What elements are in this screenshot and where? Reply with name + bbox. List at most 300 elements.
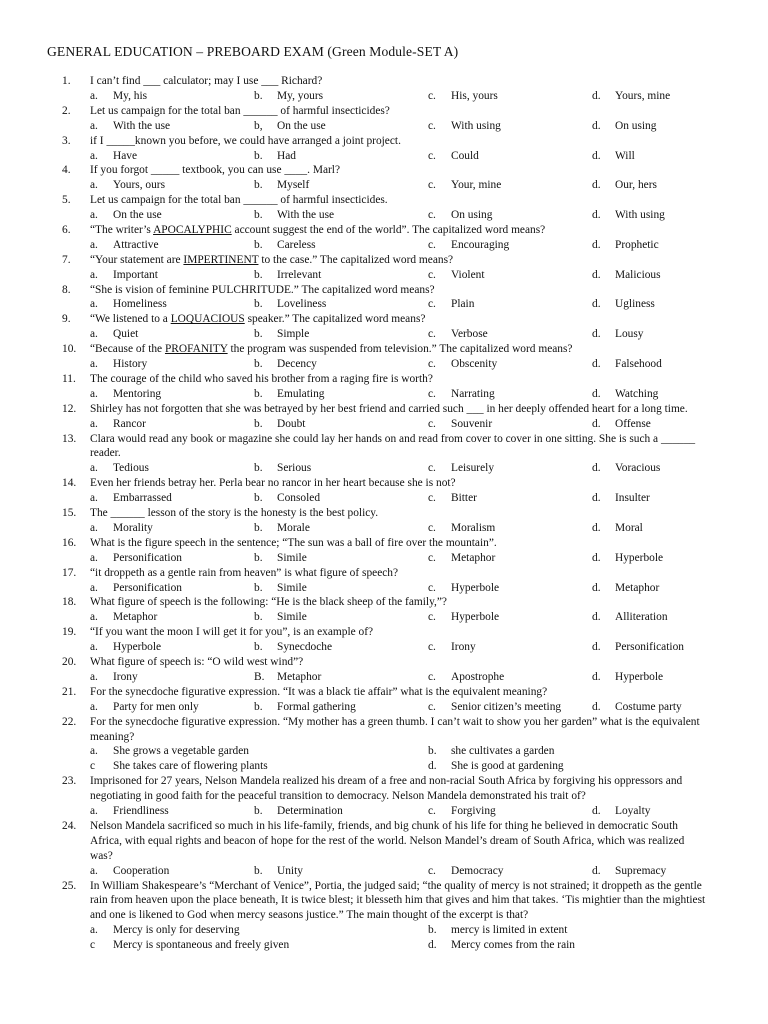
question-number: 8. [62,283,71,296]
option-letter: b. [254,89,263,102]
answer-option[interactable] [254,640,332,655]
text-segment: “it droppeth as a gentle rain from heaven” is what figure of speech? [90,566,399,579]
option-letter: c. [428,417,436,430]
question-text [90,879,706,924]
answer-option[interactable] [428,551,495,566]
question-text [90,819,706,864]
option-letter: B. [254,670,265,683]
answer-option[interactable] [90,581,182,596]
option-text: With using [451,119,501,132]
option-text: Falsehood [615,358,662,371]
options-row [0,521,768,536]
answer-option[interactable] [592,208,665,223]
option-letter: d. [428,760,437,773]
option-letter: a. [90,462,98,475]
question-item [0,283,768,313]
answer-option[interactable] [254,297,326,312]
text-segment: to the case.” The capitalized word means? [258,253,454,266]
option-text: Morality [113,521,153,534]
question-text [90,134,706,149]
question-text [90,253,706,268]
question-stem [0,283,706,298]
options-row [0,268,768,283]
options-row [0,238,768,253]
question-stem [0,685,706,700]
option-text: Offense [615,417,651,430]
question-stem [0,342,706,357]
text-segment: For the synecdoche figurative expression. “It was a black tie affair” what is the equivalent meaning? [90,685,548,698]
option-text: She takes care of flowering plants [113,760,268,773]
answer-option[interactable] [90,551,182,566]
underlined-keyword: LOQUACIOUS [170,313,245,326]
question-item [0,134,768,164]
option-letter: a. [90,89,98,102]
question-number: 21. [62,685,77,698]
answer-option[interactable] [428,268,484,283]
option-letter: d. [592,611,601,624]
option-text: mercy is limited in extent [451,924,568,937]
option-text: she cultivates a garden [451,745,555,758]
answer-option[interactable] [90,327,138,342]
question-number: 24. [62,819,77,832]
answer-option[interactable] [428,491,477,506]
answer-option[interactable] [90,804,169,819]
text-segment: Let us campaign for the total ban ______ of harmful insecticides? [90,104,390,117]
option-text: Bitter [451,492,477,505]
question-item [0,163,768,193]
text-segment: speaker.” The capitalized word means? [244,313,426,326]
option-letter: c. [428,89,436,102]
answer-option[interactable] [428,640,476,655]
question-number: 4. [62,164,71,177]
question-stem [0,312,706,327]
option-letter: b, [254,119,263,132]
question-number: 6. [62,223,71,236]
option-text: On using [451,209,493,222]
answer-option[interactable] [592,551,663,566]
option-letter: b. [254,551,263,564]
option-letter: b. [254,358,263,371]
option-text: Encouraging [451,238,510,251]
answer-option[interactable] [254,804,343,819]
text-segment: The courage of the child who saved his brother from a raging fire is worth? [90,372,433,385]
option-text: On using [615,119,657,132]
options-row [0,864,768,879]
option-text: Simile [277,551,307,564]
answer-option[interactable] [592,461,660,476]
answer-option[interactable] [428,759,564,774]
answer-option[interactable] [90,297,167,312]
option-text: Hyperbole [113,641,162,654]
answer-option[interactable] [592,804,650,819]
option-letter: c. [428,670,436,683]
option-text: Moral [615,521,643,534]
option-text: Insulter [615,492,650,505]
option-text: Personification [113,581,182,594]
options-row [0,759,768,774]
answer-option[interactable] [254,521,310,536]
question-stem [0,74,706,89]
answer-option[interactable] [428,327,488,342]
answer-option[interactable] [592,670,663,685]
option-letter: b. [254,492,263,505]
answer-option[interactable] [90,149,137,164]
question-text [90,476,706,491]
option-letter: c. [428,611,436,624]
option-letter: c. [428,492,436,505]
text-segment: Nelson Mandela sacrificed so much in his life-family, friends, and big chunk of his life for thing he believed in democratic South Africa, with equal rights and beacon of hope for the rest of the world. Nelson Mandel’s dream of South Africa, which was realized was? [90,819,685,862]
answer-option[interactable] [254,178,309,193]
option-letter: b. [254,417,263,430]
option-text: Hyperbole [615,670,664,683]
answer-option[interactable] [428,700,561,715]
answer-option[interactable] [592,89,670,104]
option-text: She is good at gardening [451,760,564,773]
question-stem [0,163,706,178]
question-number: 12. [62,402,77,415]
text-segment: Let us campaign for the total ban ______ of harmful insecticides. [90,194,388,207]
answer-option[interactable] [90,268,158,283]
answer-option[interactable] [254,417,305,432]
answer-option[interactable] [592,417,651,432]
answer-option[interactable] [254,551,307,566]
answer-option[interactable] [428,521,495,536]
answer-option[interactable] [592,357,662,372]
option-letter: b. [254,700,263,713]
option-letter: d. [592,805,601,818]
option-text: Yours, ours [113,179,166,192]
options-row [0,89,768,104]
option-text: Prophetic [615,238,659,251]
option-letter: a. [90,924,98,937]
question-text [90,223,706,238]
answer-option[interactable] [428,357,497,372]
option-letter: d. [592,328,601,341]
answer-option[interactable] [428,89,498,104]
option-text: Metaphor [615,581,660,594]
question-text [90,566,706,581]
option-letter: a. [90,119,98,132]
option-letter: b. [254,581,263,594]
answer-option[interactable] [90,640,161,655]
text-segment: Shirley has not forgotten that she was betrayed by her best friend and carried such ___ in her deeply offended heart for a long time. [90,402,688,415]
answer-option[interactable] [254,670,321,685]
question-text [90,685,706,700]
answer-option[interactable] [254,119,326,134]
option-text: Cooperation [113,864,170,877]
option-text: Important [113,268,158,281]
option-text: With the use [113,119,171,132]
answer-option[interactable] [90,700,199,715]
question-stem [0,625,706,640]
question-text [90,372,706,387]
question-number: 1. [62,75,71,87]
question-item [0,536,768,566]
option-letter: c. [428,864,436,877]
question-number: 25. [62,879,77,892]
answer-option[interactable] [90,357,147,372]
answer-option[interactable] [428,417,492,432]
option-letter: c. [428,328,436,341]
option-letter: a. [90,611,98,624]
option-letter: c. [428,119,436,132]
option-text: Ugliness [615,298,655,311]
answer-option[interactable] [90,417,146,432]
option-text: Moralism [451,521,496,534]
option-text: His, yours [451,89,498,102]
option-letter: d. [592,209,601,222]
options-row [0,923,768,938]
option-text: Loveliness [277,298,327,311]
answer-option[interactable] [254,461,311,476]
answer-option[interactable] [254,208,334,223]
option-letter: d. [592,238,601,251]
option-text: My, his [113,89,148,102]
option-letter: a. [90,298,98,311]
answer-option[interactable] [592,491,650,506]
option-text: Attractive [113,238,159,251]
option-text: Obscenity [451,358,498,371]
answer-option[interactable] [90,864,169,879]
option-letter: a. [90,581,98,594]
question-stem [0,253,706,268]
question-number: 19. [62,626,77,639]
option-letter: c [90,939,96,952]
question-number: 20. [62,656,77,669]
answer-option[interactable] [592,149,635,164]
answer-option[interactable] [90,208,162,223]
option-letter: c. [428,149,436,162]
question-stem [0,193,706,208]
option-text: Your, mine [451,179,502,192]
option-letter: d. [592,521,601,534]
answer-option[interactable] [90,759,268,774]
option-text: Careless [277,238,316,251]
option-letter: b. [428,745,437,758]
question-item [0,625,768,655]
answer-option[interactable] [428,178,501,193]
answer-option[interactable] [592,521,643,536]
option-letter: a. [90,358,98,371]
options-row [0,670,768,685]
option-text: Malicious [615,268,661,281]
option-text: Mercy comes from the rain [451,939,575,952]
question-text [90,536,706,551]
text-segment: account suggest the end of the world”. The capitalized word means? [231,223,546,236]
answer-option[interactable] [428,938,575,953]
option-text: Narrating [451,387,495,400]
answer-option[interactable] [254,387,324,402]
question-text [90,283,706,298]
question-number: 23. [62,775,77,788]
answer-option[interactable] [90,610,157,625]
answer-option[interactable] [428,297,474,312]
option-letter: a. [90,492,98,505]
option-text: Morale [277,521,310,534]
option-letter: a. [90,551,98,564]
options-row [0,581,768,596]
answer-option[interactable] [428,864,504,879]
answer-option[interactable] [592,178,657,193]
option-letter: b. [254,864,263,877]
option-text: Forgiving [451,805,496,818]
text-segment: “Because of the [90,343,165,356]
answer-option[interactable] [254,357,317,372]
answer-option[interactable] [90,461,149,476]
answer-option[interactable] [254,89,323,104]
answer-option[interactable] [428,610,499,625]
answer-option[interactable] [254,149,296,164]
question-item [0,223,768,253]
option-text: History [113,358,148,371]
question-stem [0,819,706,864]
option-text: Rancor [113,417,146,430]
option-letter: c. [428,387,436,400]
question-item [0,715,768,775]
answer-option[interactable] [592,864,666,879]
option-text: Determination [277,805,343,818]
option-text: She grows a vegetable garden [113,745,250,758]
question-number: 13. [62,432,77,445]
answer-option[interactable] [592,387,658,402]
answer-option[interactable] [428,238,509,253]
option-letter: a. [90,179,98,192]
answer-option[interactable] [90,521,153,536]
answer-option[interactable] [428,923,567,938]
text-segment: “She is vision of feminine PULCHRITUDE.” The capitalized word means? [90,283,435,296]
answer-option[interactable] [90,923,240,938]
answer-option[interactable] [90,178,165,193]
question-item [0,312,768,342]
answer-option[interactable] [254,610,307,625]
option-text: Friendliness [113,805,169,818]
question-text [90,342,706,357]
answer-option[interactable] [428,804,496,819]
answer-option[interactable] [428,208,492,223]
answer-option[interactable] [90,119,170,134]
text-segment: For the synecdoche figurative expression. “My mother has a green thumb. I can’t wait to show you her garden” what is the equivalent meaning? [90,715,700,743]
option-text: Lousy [615,328,644,341]
options-row [0,297,768,312]
question-item [0,819,768,879]
question-stem [0,536,706,551]
answer-option[interactable] [428,149,479,164]
option-text: Homeliness [113,298,167,311]
text-segment: Imprisoned for 27 years, Nelson Mandela realized his dream of a free and non-racial South Africa by forgiving his oppressors and negotiating in good faith for the peaceful transition to democracy. Nelson Mandela demonstrated his trait of? [90,775,683,803]
question-item [0,774,768,819]
option-letter: b. [254,641,263,654]
option-letter: b. [254,149,263,162]
answer-option[interactable] [428,670,504,685]
answer-option[interactable] [90,89,147,104]
option-letter: d. [592,358,601,371]
answer-option[interactable] [254,700,356,715]
question-text [90,595,706,610]
answer-option[interactable] [90,387,161,402]
question-number: 5. [62,194,71,207]
question-item [0,193,768,223]
option-letter: d. [592,89,601,102]
answer-option[interactable] [592,327,643,342]
text-segment: What is the figure speech in the sentence; “The sun was a ball of fire over the mountain”. [90,536,497,549]
answer-option[interactable] [592,640,684,655]
question-number: 2. [62,104,71,117]
text-segment: “If you want the moon I will get it for you”, is an example of? [90,626,374,639]
answer-option[interactable] [90,938,289,953]
answer-option[interactable] [428,744,554,759]
answer-option[interactable] [90,491,172,506]
options-row [0,461,768,476]
answer-option[interactable] [254,491,320,506]
answer-option[interactable] [254,327,309,342]
option-letter: b. [254,611,263,624]
text-segment: if I _____known you before, we could have arranged a joint project. [90,134,401,147]
option-text: Supremacy [615,864,667,877]
option-letter: c. [428,641,436,654]
options-row [0,610,768,625]
option-letter: d. [592,551,601,564]
options-row [0,149,768,164]
answer-option[interactable] [90,670,138,685]
option-text: Leisurely [451,462,495,475]
answer-option[interactable] [428,119,501,134]
question-number: 3. [62,134,71,147]
answer-option[interactable] [592,297,655,312]
option-text: Synecdoche [277,641,333,654]
question-number: 14. [62,477,77,490]
underlined-keyword: PROFANITY [164,343,228,356]
answer-option[interactable] [592,581,659,596]
options-row [0,178,768,193]
option-letter: b. [254,805,263,818]
option-letter: d. [592,149,601,162]
answer-option[interactable] [592,610,668,625]
option-text: Personification [113,551,182,564]
option-text: Simile [277,611,307,624]
answer-option[interactable] [592,119,656,134]
option-text: Plain [451,298,475,311]
answer-option[interactable] [428,581,499,596]
options-row [0,640,768,655]
answer-option[interactable] [592,268,661,283]
answer-option[interactable] [254,268,321,283]
answer-option[interactable] [254,864,303,879]
question-item [0,566,768,596]
answer-option[interactable] [90,744,249,759]
question-text [90,655,706,670]
option-letter: d. [592,268,601,281]
option-letter: a. [90,670,98,683]
answer-option[interactable] [254,238,316,253]
answer-option[interactable] [428,387,495,402]
option-text: Doubt [277,417,306,430]
options-row [0,491,768,506]
question-item [0,74,768,104]
answer-option[interactable] [592,238,659,253]
answer-option[interactable] [428,461,494,476]
option-letter: a. [90,238,98,251]
text-segment: If you forgot _____ textbook, you can use ____. Marl? [90,164,341,177]
question-item [0,253,768,283]
option-letter: a. [90,745,98,758]
answer-option[interactable] [592,700,682,715]
answer-option[interactable] [90,238,159,253]
answer-option[interactable] [254,581,307,596]
question-text [90,625,706,640]
question-stem [0,715,706,745]
option-letter: c. [428,298,436,311]
question-stem [0,774,706,804]
